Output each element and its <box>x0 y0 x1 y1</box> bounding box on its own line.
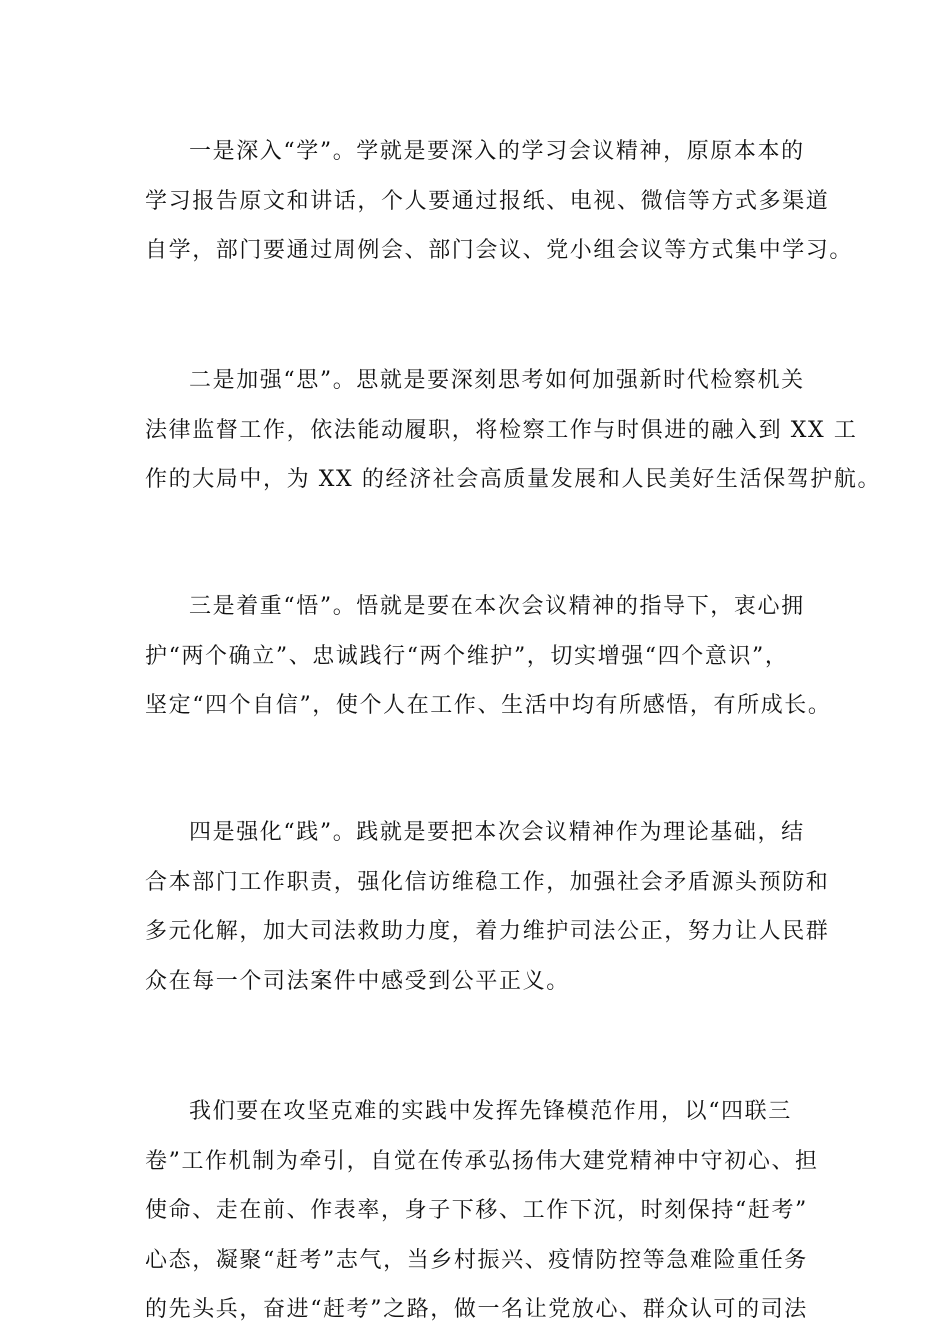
text-line: 使命、走在前、作表率，身子下移、工作下沉，时刻保持“赶考” <box>145 1198 808 1223</box>
text-line: 多元化解，加大司法救助力度，着力维护司法公正，努力让人民群 <box>145 919 830 944</box>
text-line: 学习报告原文和讲话，个人要通过报纸、电视、微信等方式多渠道 <box>145 188 830 214</box>
paragraph-study <box>145 127 854 276</box>
text-line: 护“两个确立”、忠诚践行“两个维护”，切实增强“四个意识”， <box>145 643 789 669</box>
paragraph-conclusion <box>145 1087 819 1335</box>
text-line: 作的大局中，为 XX 的经济社会高质量发展和人民美好生活保驾护航。 <box>145 467 882 492</box>
paragraph-think <box>145 356 882 505</box>
text-line: 心态，凝聚“赶考”志气，当乡村振兴、疫情防控等急难险重任务 <box>145 1247 808 1273</box>
text-line: 合本部门工作职责，强化信访维稳工作，加强社会矛盾源头预防和 <box>145 869 830 895</box>
text-line: 自学，部门要通过周例会、部门会议、党小组会议等方式集中学习。 <box>145 238 854 263</box>
text-line: 卷”工作机制为牵引，自觉在传承弘扬伟大建党精神中守初心、担 <box>145 1148 819 1174</box>
text-line: 法律监督工作，依法能动履职，将检察工作与时俱进的融入到 XX 工 <box>145 417 858 443</box>
text-line: 一是深入“学”。学就是要深入的学习会议精神，原原本本的 <box>189 139 805 164</box>
text-line: 二是加强“思”。思就是要深刻思考如何加强新时代检察机关 <box>189 368 805 393</box>
text-line: 坚定“四个自信”，使个人在工作、生活中均有所感悟，有所成长。 <box>145 693 832 718</box>
text-line: 四是强化“践”。践就是要把本次会议精神作为理论基础，结 <box>189 820 805 845</box>
paragraph-practice <box>145 808 830 1006</box>
paragraph-realize <box>145 582 832 731</box>
text-line: 三是着重“悟”。悟就是要在本次会议精神的指导下，衷心拥 <box>189 594 805 619</box>
text-line: 众在每一个司法案件中感受到公平正义。 <box>145 968 570 994</box>
text-line: 的先头兵，奋进“赶考”之路，做一名让党放心、群众认可的司法 <box>145 1297 808 1322</box>
text-line: 我们要在攻坚克难的实践中发挥先锋模范作用，以“四联三 <box>189 1099 792 1124</box>
